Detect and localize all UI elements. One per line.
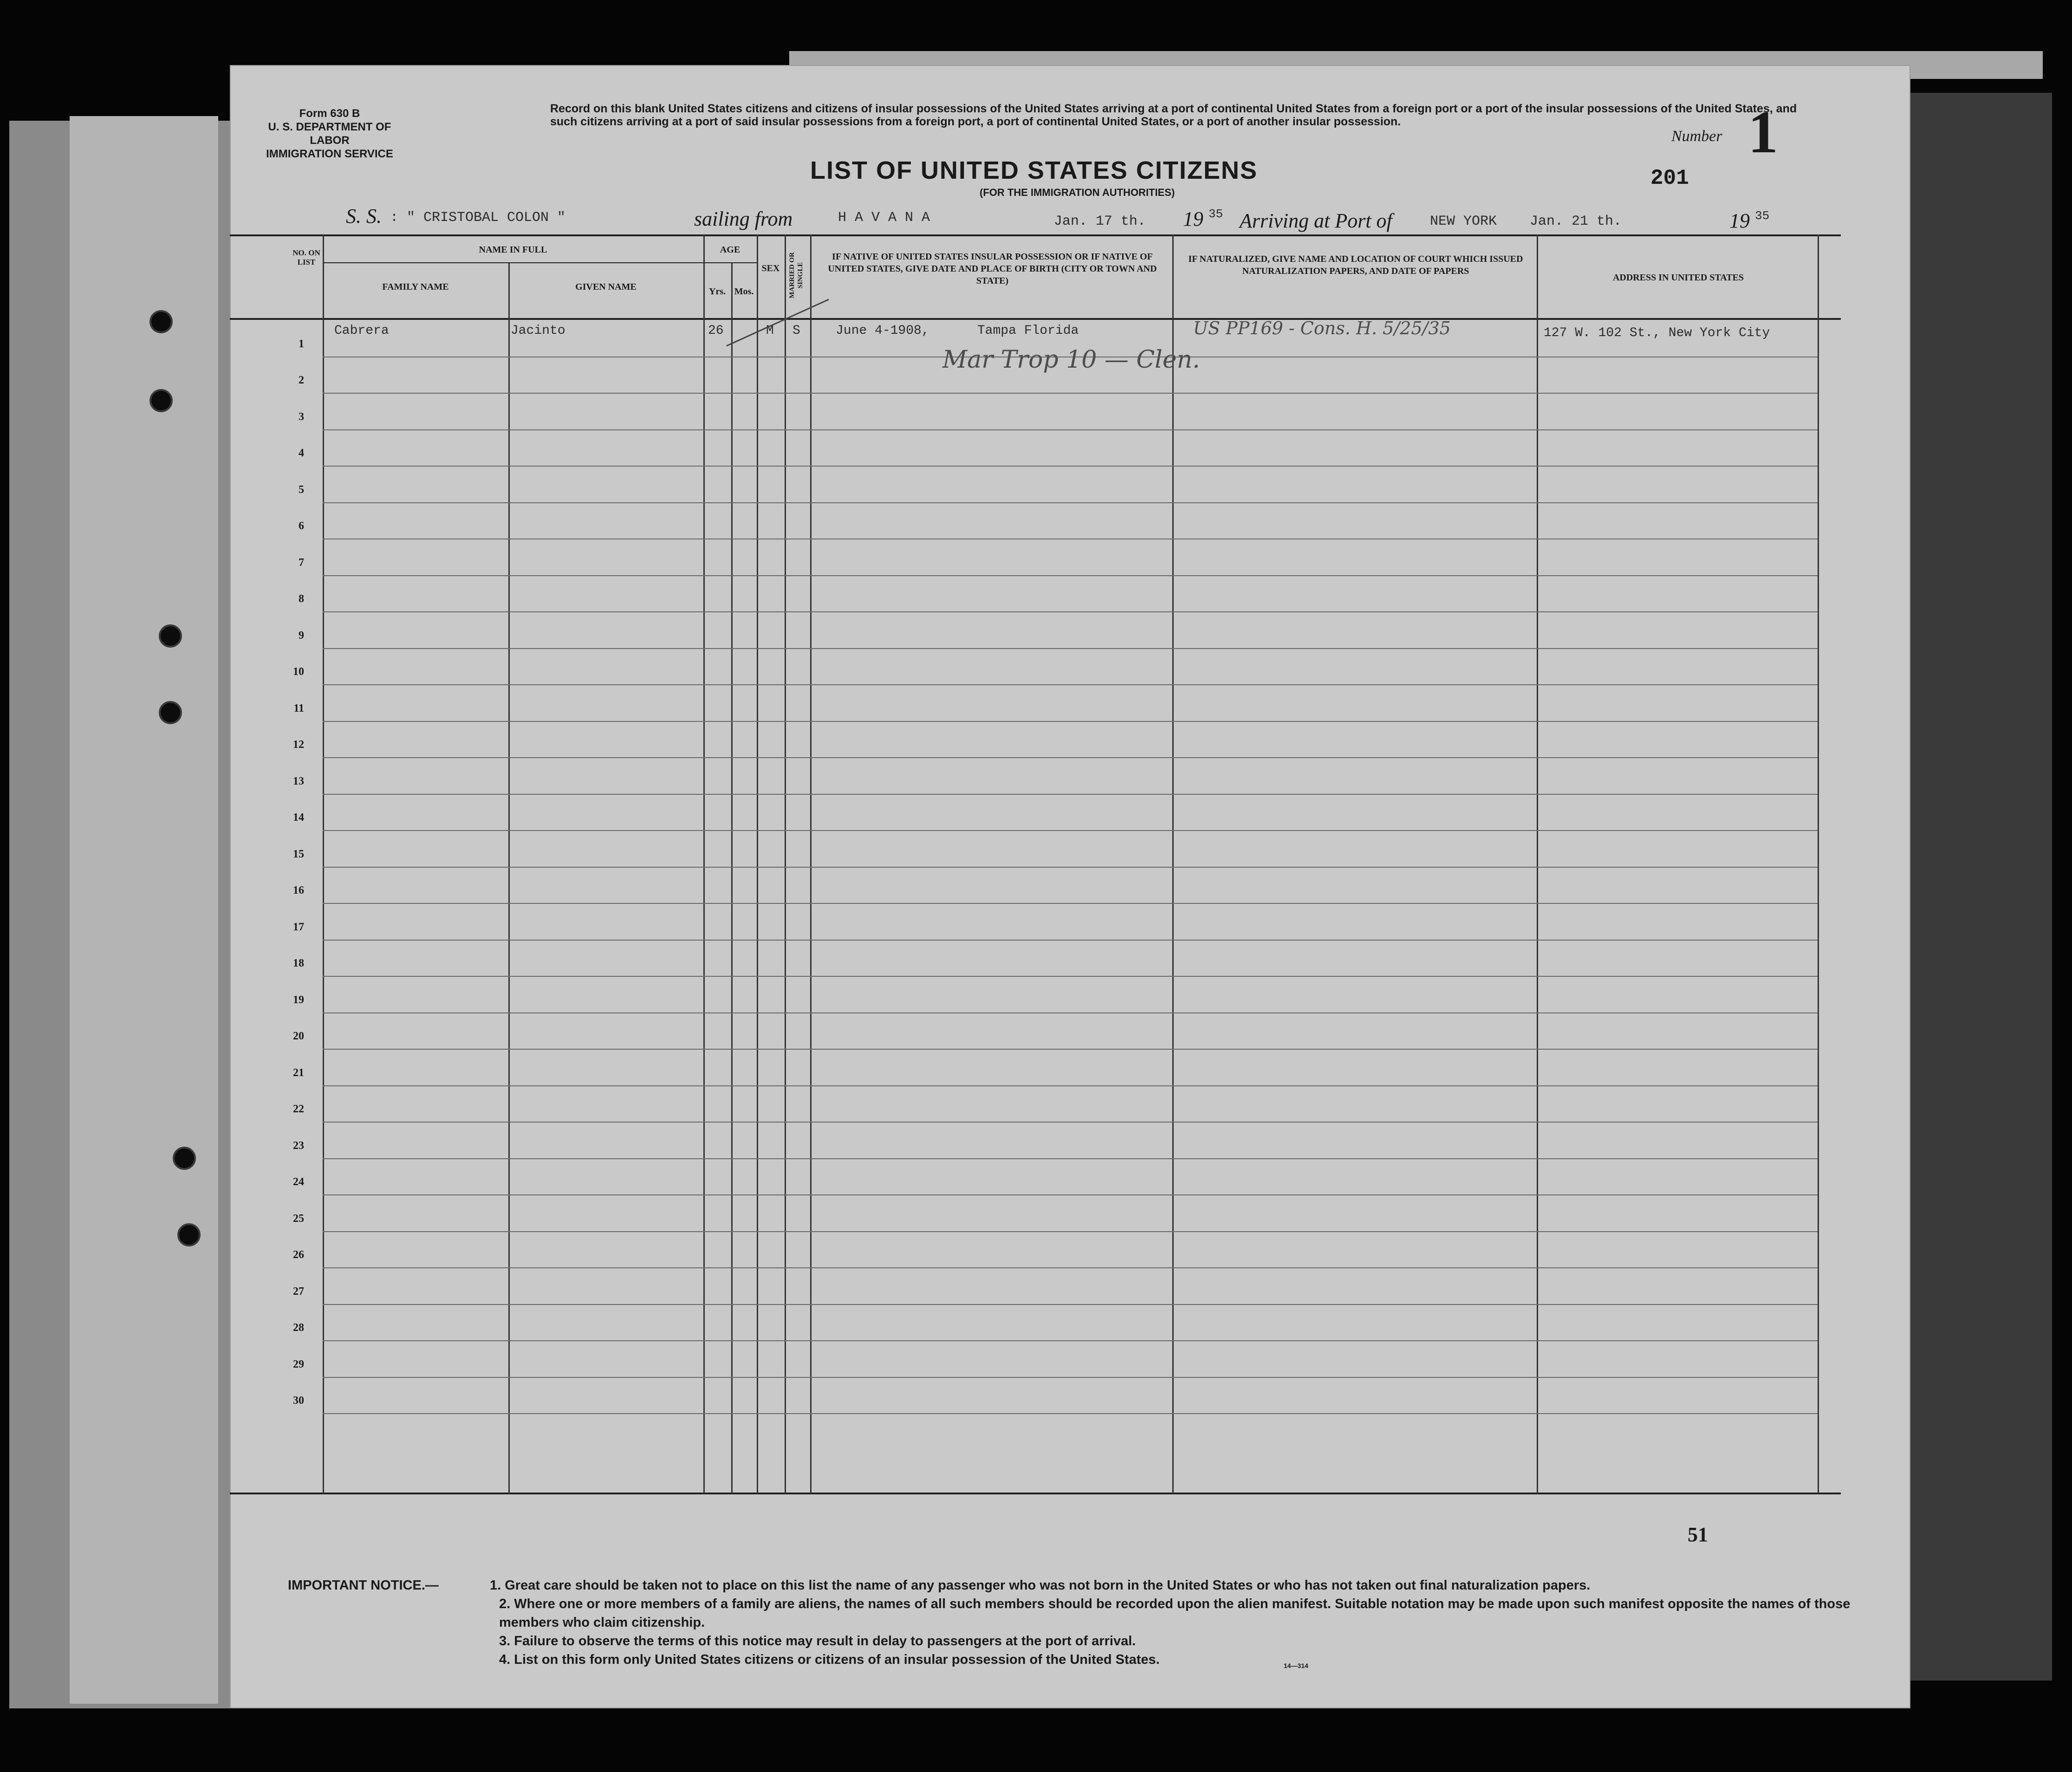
row-number: 2 xyxy=(299,374,304,386)
form-number: Form 630 B xyxy=(299,107,360,120)
col-header-yrs: Yrs. xyxy=(708,286,726,297)
row-number: 30 xyxy=(293,1395,304,1407)
row-rule xyxy=(323,1049,1818,1050)
row-rule xyxy=(323,1194,1818,1195)
row-rule xyxy=(323,976,1818,977)
row-number: 13 xyxy=(293,775,304,787)
row-rule xyxy=(323,1085,1818,1086)
row-rule xyxy=(323,611,1818,612)
row-number: 25 xyxy=(293,1212,304,1225)
port-to: NEW YORK xyxy=(1430,214,1497,229)
row-number: 15 xyxy=(293,848,304,860)
punch-hole xyxy=(149,310,173,333)
row-number: 3 xyxy=(299,410,304,423)
table-top-rule xyxy=(230,234,1841,236)
row-rule xyxy=(323,393,1818,394)
row-number: 5 xyxy=(299,483,304,496)
row-rule xyxy=(323,575,1818,576)
col-header-no: NO. ON LIST xyxy=(292,248,320,266)
row-rule xyxy=(323,1267,1818,1268)
row-rule xyxy=(323,830,1818,831)
row-rule xyxy=(323,1122,1818,1123)
row-number: 19 xyxy=(293,993,304,1006)
row-rule xyxy=(323,757,1818,758)
row-number: 12 xyxy=(293,739,304,751)
row-number: 28 xyxy=(293,1322,304,1334)
row-rule xyxy=(323,1413,1818,1414)
arriving-label: Arriving at Port of xyxy=(1240,209,1392,232)
row-rule xyxy=(323,466,1818,467)
list-number: 1 xyxy=(1748,99,1778,166)
row-number: 20 xyxy=(293,1030,304,1042)
row-number: 6 xyxy=(299,520,304,532)
row-rule xyxy=(323,1340,1818,1341)
col-header-sex: SEX xyxy=(761,263,780,273)
row-number: 8 xyxy=(299,593,304,605)
row-rule xyxy=(323,1377,1818,1378)
row-number: 18 xyxy=(293,957,304,969)
row-number: 1 xyxy=(299,338,304,350)
col-rule xyxy=(731,262,733,1493)
row1-birth-date: June 4-1908, xyxy=(836,324,929,338)
punch-hole xyxy=(149,389,173,412)
service: IMMIGRATION SERVICE xyxy=(266,148,393,160)
row-number: 23 xyxy=(293,1139,304,1152)
notice-item-2: 2. Where one or more members of a family are aliens, the names of all such members should be recorded upon the alien manifest. Suitable notation may be made upon such manifest opposite the names of those members who claim citizenship. xyxy=(499,1597,1851,1630)
row-rule xyxy=(323,1158,1818,1159)
handwritten-annotation: Mar Trop 10 — Clen. xyxy=(942,346,1200,374)
notice-item-1: 1. Great care should be taken not to place on this list the name of any passenger who was not born in the United States or who has not taken out final naturalization papers. xyxy=(490,1578,1591,1593)
row-rule xyxy=(323,1231,1818,1232)
row-rule xyxy=(323,648,1818,649)
print-code: 14—314 xyxy=(1284,1662,1308,1669)
col-header-mos: Mos. xyxy=(734,286,754,297)
row-rule xyxy=(323,1304,1818,1305)
col-rule xyxy=(508,262,510,1493)
row1-given-name: Jacinto xyxy=(511,324,565,338)
background-sheet-left-inner xyxy=(70,116,218,1704)
row-rule xyxy=(323,940,1818,941)
row-number: 11 xyxy=(293,702,304,714)
punch-hole xyxy=(173,1147,196,1170)
table-bottom-rule xyxy=(230,1493,1841,1494)
citizen-list-form xyxy=(230,65,1910,1708)
row-rule xyxy=(323,502,1818,503)
row-number: 10 xyxy=(293,666,304,678)
arrive-year-prefix: 19 xyxy=(1729,209,1750,232)
number-label: Number xyxy=(1671,128,1722,145)
col-rule xyxy=(1818,234,1819,1493)
list-ref: 201 xyxy=(1650,166,1689,190)
row1-age-yrs: 26 xyxy=(708,324,724,338)
ss-label: S. S. xyxy=(346,205,382,227)
depart-date: Jan. 17 th. xyxy=(1054,214,1146,229)
punch-hole xyxy=(159,624,182,648)
row-number: 14 xyxy=(293,811,304,824)
passenger-table xyxy=(230,234,1841,1497)
row-number: 17 xyxy=(293,921,304,933)
col-header-age: AGE xyxy=(720,245,740,255)
punch-hole xyxy=(159,701,182,724)
row1-marital: S xyxy=(792,324,800,338)
age-span-rule xyxy=(703,262,757,263)
sailing-label: sailing from xyxy=(694,208,793,230)
page-subtitle: (FOR THE IMMIGRATION AUTHORITIES) xyxy=(980,187,1175,198)
col-header-address: ADDRESS IN UNITED STATES xyxy=(1612,273,1744,283)
notice-item-4: 4. List on this form only United States citizens or citizens of an insular possession of the United States. xyxy=(499,1652,1160,1667)
row-rule xyxy=(323,684,1818,685)
punch-hole xyxy=(177,1223,201,1246)
row-rule xyxy=(323,867,1818,868)
name-span-rule xyxy=(323,262,703,263)
port-from: H A V A N A xyxy=(838,210,930,226)
col-header-marital: MARRIED OR SINGLE xyxy=(788,252,804,299)
col-header-family-name: FAMILY NAME xyxy=(382,282,449,292)
row-number: 7 xyxy=(299,556,304,569)
arrive-year: 35 xyxy=(1755,209,1770,223)
page-title: LIST OF UNITED STATES CITIZENS xyxy=(810,156,1258,184)
row-number: 9 xyxy=(299,629,304,642)
row-number: 16 xyxy=(293,884,304,896)
row-number: 21 xyxy=(293,1066,304,1079)
row1-birth-place: Tampa Florida xyxy=(977,324,1079,338)
form-id-block xyxy=(258,107,402,161)
col-header-name-in-full: NAME IN FULL xyxy=(479,245,547,255)
row-number: 24 xyxy=(293,1176,304,1188)
ship-name: : " CRISTOBAL COLON " xyxy=(390,210,566,226)
row1-family-name: Cabrera xyxy=(334,324,389,338)
background-sheet-right xyxy=(1899,93,2052,1681)
header-bottom-rule xyxy=(230,318,1841,320)
page-number: 51 xyxy=(1688,1523,1708,1546)
department: U. S. DEPARTMENT OF LABOR xyxy=(268,121,391,147)
row1-sex: M xyxy=(766,324,774,338)
row-rule xyxy=(323,721,1818,722)
col-header-given-name: GIVEN NAME xyxy=(575,282,637,292)
row-number: 27 xyxy=(293,1285,304,1298)
row-rule xyxy=(323,794,1818,795)
row-number: 29 xyxy=(293,1358,304,1370)
col-header-naturalized: IF NATURALIZED, GIVE NAME AND LOCATION OF COURT WHICH ISSUED NATURALIZATION PAPERS, AND DATE OF PAPERS xyxy=(1188,254,1523,276)
pencil-strike-mark xyxy=(722,295,870,351)
row1-naturalized: US PP169 - Cons. H. 5/25/35 xyxy=(1193,318,1451,338)
arrive-date: Jan. 21 th. xyxy=(1530,214,1622,229)
form-instructions: Record on this blank United States citizens and citizens of insular possessions of the United States arriving at a port of continental United States from a foreign port or a port of the insular possessions of the United States, and such citizens arriving at a port of said insular possessions from a foreign port, a port of continental United States, or a port of another insular possession. xyxy=(550,102,1797,128)
row-number: 26 xyxy=(293,1249,304,1261)
notice-item-3: 3. Failure to observe the terms of this notice may result in delay to passengers at the port of arrival. xyxy=(499,1634,1136,1649)
row-number: 22 xyxy=(293,1103,304,1115)
row-rule xyxy=(323,429,1818,430)
depart-year-prefix: 19 xyxy=(1183,208,1203,230)
row1-address: 127 W. 102 St., New York City xyxy=(1544,326,1770,340)
row-number: 4 xyxy=(299,447,304,459)
col-header-birth: IF NATIVE OF UNITED STATES INSULAR POSSESSION OR IF NATIVE OF UNITED STATES, GIVE DATE AND PLACE OF BIRTH (CITY OR TOWN AND STATE) xyxy=(828,252,1157,286)
depart-year: 35 xyxy=(1208,207,1223,221)
row-rule xyxy=(323,903,1818,904)
notice-label: IMPORTANT NOTICE.— xyxy=(288,1578,439,1593)
